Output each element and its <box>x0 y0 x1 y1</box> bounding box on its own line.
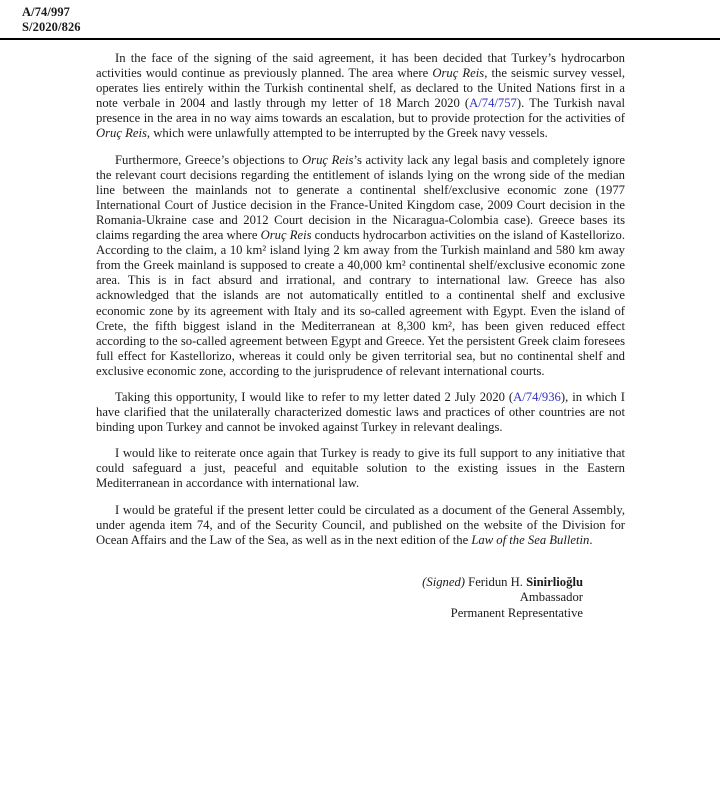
text-run: Permanent Representative <box>450 606 583 620</box>
header-divider <box>0 38 720 40</box>
text-run: Furthermore, Greece’s objections to <box>115 152 303 167</box>
text-run: Oruç Reis <box>302 152 354 167</box>
paragraph-july-letter-reference <box>96 390 625 435</box>
text-run: Law of the Sea Bulletin <box>471 532 590 547</box>
text-run: I would like to reiterate once again that Turkey is ready to give its full support to any initiative that could safeguard a just, peaceful and equitable solution to the existing issues in the Eastern Mediterranean in accordance with international law. <box>96 446 625 491</box>
letter-body <box>96 51 625 622</box>
text-run: Feridun H. <box>465 574 527 589</box>
text-run: Oruç Reis <box>260 228 312 243</box>
text-run: (Signed) <box>422 574 465 589</box>
text-run: . <box>589 532 593 547</box>
paragraph-circulation-request <box>96 503 625 548</box>
text-run: , the seismic survey vessel, operates lies entirely within the Turkish continental shelf, as declared to the United Nations first in a note verbale in 2004 and lastly through my letter of 18 March 2020 ( <box>96 66 625 111</box>
text-run: Oruç Reis <box>432 66 485 81</box>
text-run: Sinirlioğlu <box>526 574 583 589</box>
text-run: In the face of the signing of the said agreement, it has been decided that Turkey’s hydrocarbon activities would continue as previously planned. The area where <box>96 51 625 81</box>
paragraph-reiterate-support <box>96 446 625 491</box>
text-run: Taking this opportunity, I would like to refer to my letter dated 2 July 2020 ( <box>115 389 514 404</box>
doc-symbol-security-council: S/2020/826 <box>22 19 81 34</box>
text-run: , which were unlawfully attempted to be interrupted by the Greek navy vessels. <box>146 126 548 141</box>
signature-block <box>96 575 625 622</box>
signature-title-ambassador <box>96 590 583 606</box>
document-link[interactable]: A/74/757 <box>469 96 517 111</box>
doc-symbol-general-assembly: A/74/997 <box>22 5 71 19</box>
text-run: Ambassador <box>519 590 583 605</box>
text-run: I would be grateful if the present letter could be circulated as a document of the General Assembly, under agenda item 74, and of the Security Council, and published on the website of the Division for Ocean Affairs and the Law of the Sea, as well as in the next edition of the <box>96 502 625 547</box>
signature-title-permanent-representative <box>96 606 583 622</box>
signature-name-line <box>96 575 583 591</box>
paragraph-agreement-response <box>96 51 625 142</box>
text-run: conducts hydrocarbon activities on the island of Kastellorizo. According to the claim, a 10 km² island lying 2 km away from the Turkish mainland and 580 km away from the Greek mainland is supposed to create a 40,000 km² continental shelf/exclusive economic zone area. This is in fact absurd and irrational, and contrary to international law. Greece has also acknowledged that the islands are not automatically entitled to a continental shelf and exclusive economic zone by its agreement with Italy and its so-called agreement with Egypt. Even the island of Crete, the fifth biggest island in the Mediterranean at 8,300 km², has been given reduced effect according to the so-called agreement between Egypt and Greece. Yet the persistent Greek claim foresees full effect for Kastellorizo, whereas it could only be given territorial sea, but no continental shelf and exclusive economic zone, according to the jurisprudence of relevant international courts. <box>96 228 625 378</box>
document-header <box>22 5 81 34</box>
text-run: ). The Turkish naval presence in the area in no way aims towards an escalation, but to provide protection for the activities of <box>96 96 625 126</box>
paragraph-greece-objections <box>96 153 625 379</box>
document-link[interactable]: A/74/936 <box>513 389 561 404</box>
text-run: ’s activity lack any legal basis and completely ignore the relevant court decisions regarding the entitlement of islands lying on the wrong side of the median line between the mainlands not to generate a continental shelf/exclusive economic zone (1977 International Court of Justice decision in the France-United Kingdom case, 2009 Court decision in the Romania-Ukraine case and 2012 Court decision in the Nicaragua-Colombia case). Greece bases its claims regarding the area where <box>96 152 625 243</box>
text-run: ), in which I have clarified that the unilaterally characterized domestic laws and practices of other countries are not binding upon Turkey and cannot be invoked against Turkey in relevant dealings. <box>96 389 625 435</box>
text-run: Oruç Reis <box>96 126 147 141</box>
